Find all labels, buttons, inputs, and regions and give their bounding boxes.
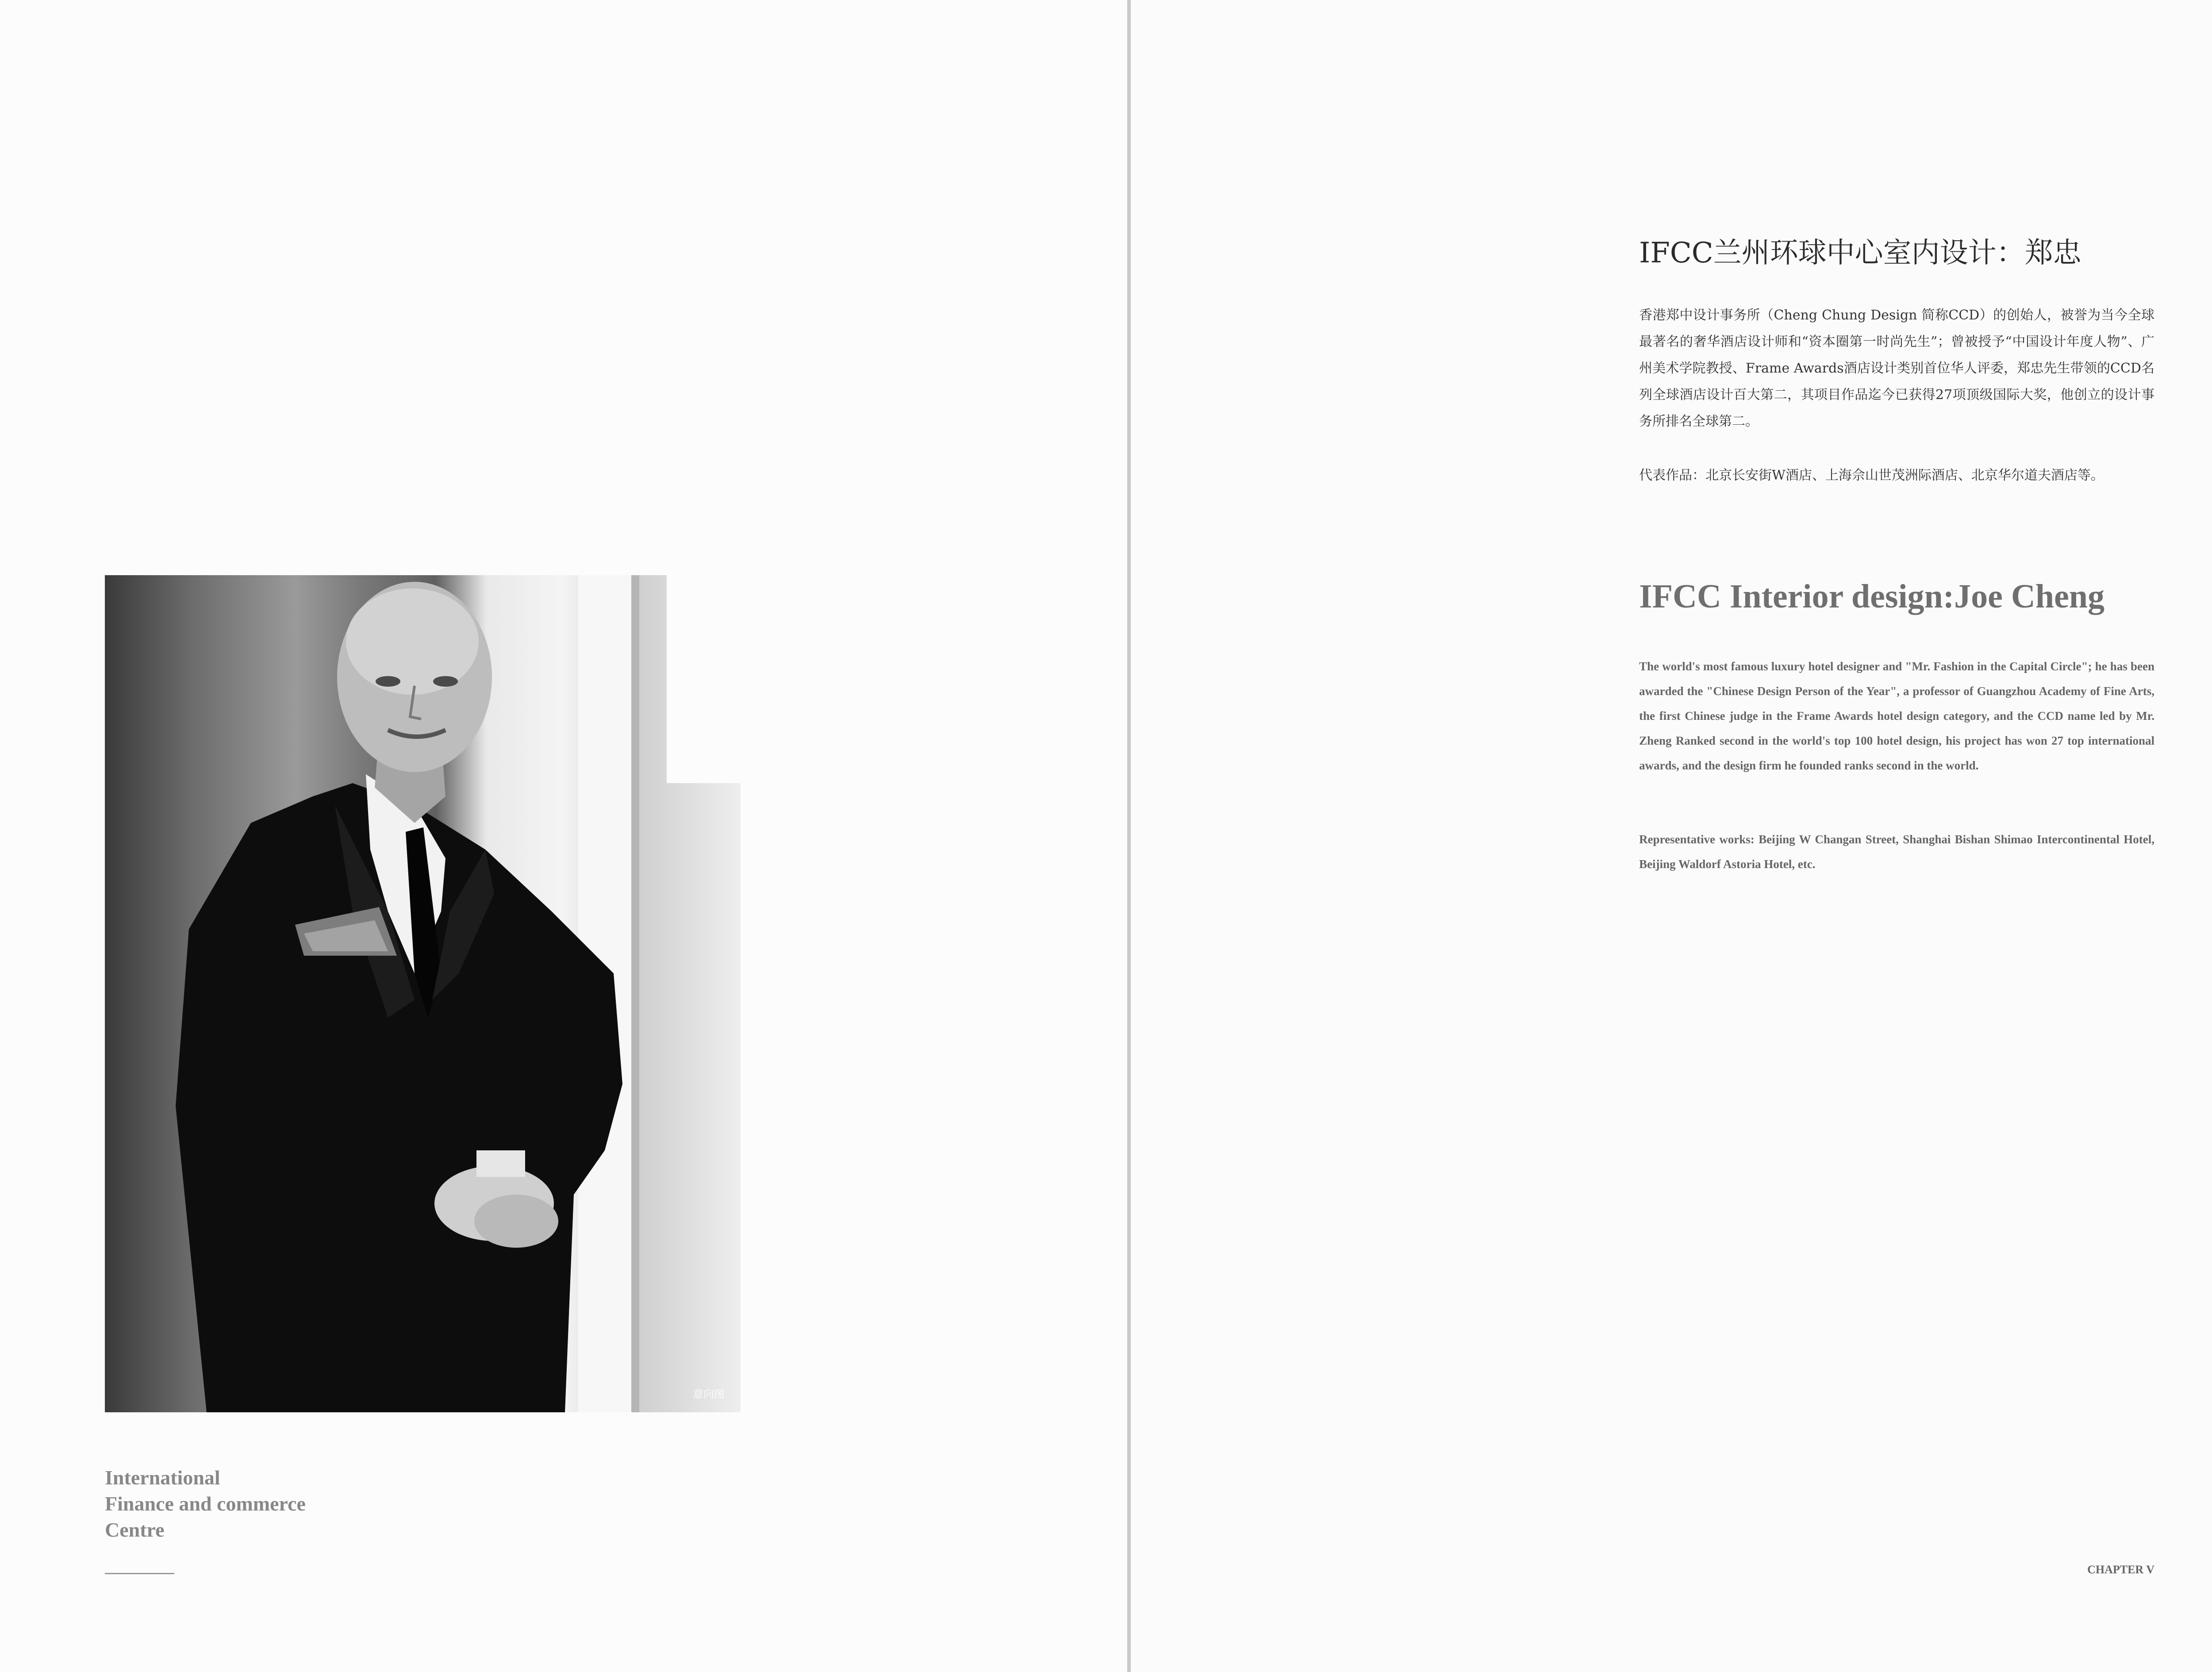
english-representative-works: Representative works: Beijing W Changan Street, Shanghai Bishan Shimao Intercontinental Hotel, Beijing Waldorf Astoria Hotel, etc. [1639,833,2154,871]
centre-title [105,1464,547,1543]
centre-title-line: International [105,1466,220,1489]
page-gutter [1127,0,1131,1672]
centre-title-line: Centre [105,1518,165,1541]
photo-caption: 意向图 [693,1388,725,1400]
chinese-title: IFCC兰州环球中心室内设计：郑忠 [1639,237,2081,269]
portrait-figure [105,575,741,1412]
centre-title-line: Finance and commerce [105,1492,306,1515]
english-title: IFCC Interior design:Joe Cheng [1639,578,2105,615]
title-underline [105,1573,174,1574]
chinese-representative-works: 代表作品：北京长安街W酒店、上海佘山世茂洲际酒店、北京华尔道夫酒店等。 [1639,468,2104,483]
chapter-label: CHAPTER V [2087,1563,2154,1576]
portrait-photo [105,575,741,1412]
english-biography: The world's most famous luxury hotel designer and "Mr. Fashion in the Capital Circle"; he has been awarded the "Chinese Design Person of the Year", a professor of Guangzhou Academy of Fine Arts, the first Chinese judge in the Frame Awards hotel design category, and the CCD name led by Mr. Zheng Ranked second in the world's top 100 hotel design, his project has won 27 top international awards, and the design firm he founded ranks second in the world. [1639,660,2154,772]
chinese-biography: 香港郑中设计事务所（Cheng Chung Design 简称CCD）的创始人，被誉为当今全球最著名的奢华酒店设计师和“资本圈第一时尚先生”；曾被授予“中国设计年度人物”、广州美术学院教授、Frame Awards酒店设计类别首位华人评委，郑忠先生带领的CCD名列全球酒店设计百大第二，其项目作品迄今已获得27项顶级国际大奖，他创立的设计事务所排名全球第二。 [1639,307,2154,429]
